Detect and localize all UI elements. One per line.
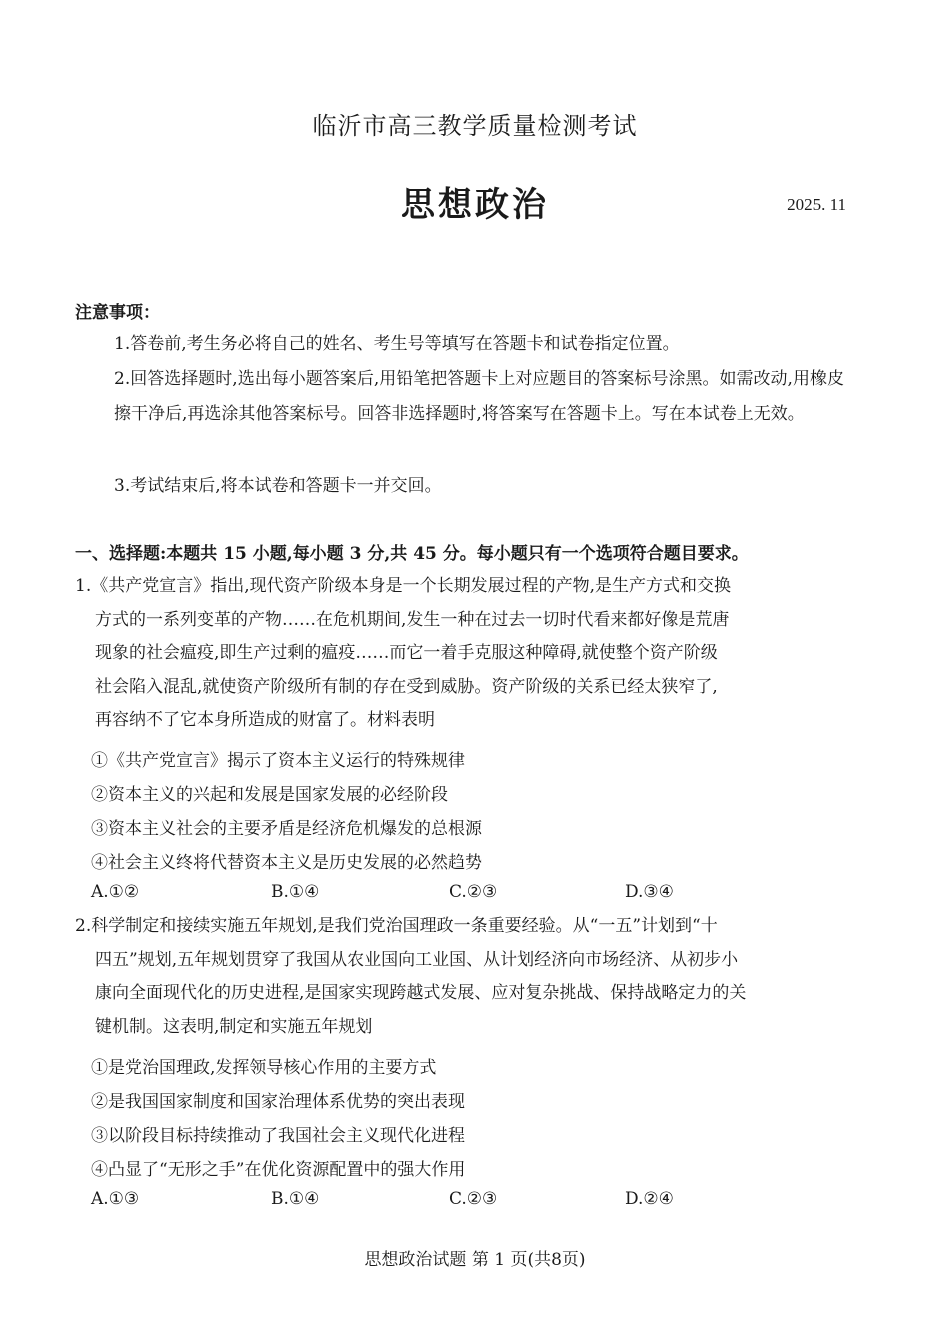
question-2-statement-3: ③以阶段目标持续推动了我国社会主义现代化进程: [91, 1126, 465, 1146]
question-2-option-c: C.②③: [449, 1189, 498, 1209]
question-1-option-b: B.①④: [271, 882, 320, 902]
question-1-line-3: 现象的社会瘟疫,即生产过剩的瘟疫……而它一着手克服这种障碍,就使整个资产阶级: [95, 643, 718, 663]
question-2-line-4: 键机制。这表明,制定和实施五年规划: [95, 1016, 373, 1037]
question-1-statement-3: ③资本主义社会的主要矛盾是经济危机爆发的总根源: [91, 819, 482, 839]
question-1-stem: [75, 570, 845, 738]
question-2-option-a: A.①③: [91, 1189, 140, 1209]
question-2-statement-1: ①是党治国理政,发挥领导核心作用的主要方式: [91, 1058, 437, 1078]
question-1-line-5: 再容纳不了它本身所造成的财富了。材料表明: [95, 710, 435, 730]
question-1-option-a: A.①②: [91, 882, 140, 902]
question-2-option-d: D.②④: [625, 1189, 674, 1209]
notice-item-1: 1.答卷前,考生务必将自己的姓名、考生号等填写在答题卡和试卷指定位置。: [114, 334, 680, 354]
question-2-statement-4: ④凸显了“无形之手”在优化资源配置中的强大作用: [91, 1160, 466, 1180]
exam-date: 2025. 11: [787, 195, 846, 214]
question-2-statement-2: ②是我国国家制度和国家治理体系优势的突出表现: [91, 1092, 465, 1112]
page-footer: 思想政治试题 第 1 页(共8页): [364, 1250, 586, 1270]
question-2-line-2: 四五”规划,五年规划贯穿了我国从农业国向工业国、从计划经济向市场经济、从初步小: [95, 949, 739, 970]
notice-item-3: 3.考试结束后,将本试卷和答题卡一并交回。: [114, 476, 442, 496]
question-1-statement-1: ①《共产党宣言》揭示了资本主义运行的特殊规律: [91, 751, 465, 771]
question-1-line-2: 方式的一系列变革的产物……在危机期间,发生一种在过去一切时代看来都好像是荒唐: [95, 609, 730, 630]
question-1-statement-2: ②资本主义的兴起和发展是国家发展的必经阶段: [91, 785, 448, 805]
notice-item-2-text: 2.回答选择题时,选出每小题答案后,用铅笔把答题卡上对应题目的答案标号涂黑。如需改动,用橡皮擦干净后,再选涂其他答案标号。回答非选择题时,将答案写在答题卡上。写在本试卷上无效。: [114, 369, 844, 424]
exam-name: 临沂市高三教学质量检测考试: [312, 112, 638, 140]
question-1-line-1: 1.《共产党宣言》指出,现代资产阶级本身是一个长期发展过程的产物,是生产方式和交换: [75, 576, 732, 596]
question-2-option-b: B.①④: [271, 1189, 320, 1209]
question-2-stem: [75, 910, 845, 1044]
question-2-line-1: 2.科学制定和接续实施五年规划,是我们党治国理政一条重要经验。从“一五”计划到“十: [75, 916, 718, 936]
subject-title: 思想政治: [401, 185, 549, 225]
question-1-line-4: 社会陷入混乱,就使资产阶级所有制的存在受到威胁。资产阶级的关系已经太狭窄了,: [95, 676, 718, 697]
notice-title: 注意事项：: [75, 303, 160, 323]
question-1-statement-4: ④社会主义终将代替资本主义是历史发展的必然趋势: [91, 853, 482, 873]
section-heading: 一、选择题:本题共 15 小题,每小题 3 分,共 45 分。每小题只有一个选项符合题目要求。: [75, 544, 749, 564]
question-2-line-3: 康向全面现代化的历史进程,是国家实现跨越式发展、应对复杂挑战、保持战略定力的关: [95, 983, 747, 1003]
notice-item-2: [114, 362, 844, 431]
question-1-option-d: D.③④: [625, 882, 674, 902]
question-1-option-c: C.②③: [449, 882, 498, 902]
